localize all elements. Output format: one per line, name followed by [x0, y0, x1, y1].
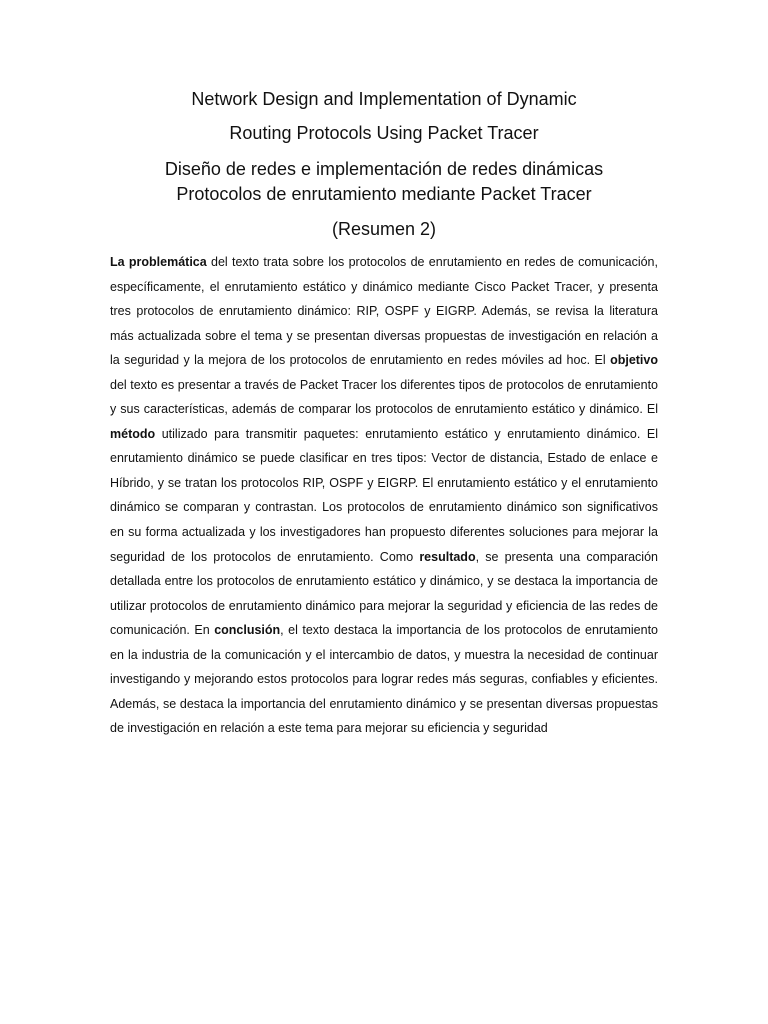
text-segment: , se presenta una comparación detallada entre los protocolos de enrutamiento estático y dinámico, y se destaca la importancia de utilizar protocolos de enrutamiento dinámico para mejorar la seguridad y eficiencia de las redes de comunicación. En	[110, 549, 658, 638]
keyword-metodo: método	[110, 426, 156, 441]
keyword-objetivo: objetivo	[610, 353, 658, 368]
subtitle: (Resumen 2)	[331, 219, 437, 239]
text-segment: utilizado para transmitir paquetes: enrutamiento estático y enrutamiento dinámico. El enrutamiento dinámico se puede clasificar en tres tipos: Vector de distancia, Estado de enlace e Híbrido, y se tratan los protocolos RIP, OSPF y EIGRP. El enrutamiento estático y el enrutamiento dinámico se comparan y contrastan. Los protocolos de enrutamiento dinámico son significativos en su forma actualizada y los investigadores han propuesto diferentes soluciones para mejorar la seguridad de los protocolos de enrutamiento. Como	[110, 426, 658, 564]
keyword-conclusion: conclusión	[214, 623, 281, 638]
abstract-paragraph	[110, 250, 658, 741]
text-segment: del texto trata sobre los protocolos de enrutamiento en redes de comunicación, específicamente, el enrutamiento estático y dinámico mediante Cisco Packet Tracer, y presenta tres protocolos de enrutamiento dinámico: RIP, OSPF y EIGRP. Además, se revisa la literatura más actualizada sobre el tema y se presentan diversas propuestas de investigación en relación a la seguridad y la mejora de los protocolos de enrutamiento en redes móviles ad hoc. El	[110, 255, 658, 368]
text-segment: del texto es presentar a través de Packet Tracer los diferentes tipos de protocolos de enrutamiento y sus características, además de comparar los protocolos de enrutamiento estático y dinámico. El	[110, 377, 658, 417]
keyword-problematica: La problemática	[110, 255, 207, 269]
title-en-line1: Network Design and Implementation of Dynamic	[191, 89, 577, 109]
title-es-line1: Diseño de redes e implementación de redes dinámicas	[164, 159, 604, 179]
title-en-line2: Routing Protocols Using Packet Tracer	[229, 123, 539, 143]
text-segment: , el texto destaca la importancia de los protocolos de enrutamiento en la industria de la comunicación y el intercambio de datos, y muestra la necesidad de continuar investigando y mejorando estos protocolos para lograr redes más seguras, confiables y eficientes. Además, se destaca la importancia del enrutamiento dinámico y se presentan diversas propuestas de investigación en relación a este tema para mejorar su eficiencia y seguridad	[110, 623, 658, 736]
keyword-resultado: resultado	[419, 549, 476, 564]
title-es-line2: Protocolos de enrutamiento mediante Packet Tracer	[176, 184, 592, 204]
